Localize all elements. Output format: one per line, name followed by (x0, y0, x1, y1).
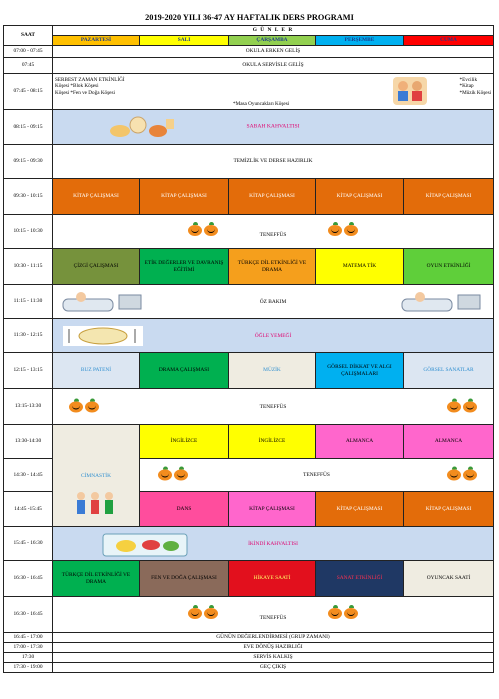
day-header-persembe: PERŞEMBE (316, 36, 404, 46)
activity-cell: KİTAP ÇALIŞMASI (229, 179, 316, 215)
free-time-line: *Kitap (459, 83, 474, 89)
free-time-line: *Müzik Köşesi (459, 89, 492, 96)
break-cell (140, 459, 494, 492)
time-cell: 17:30 (4, 653, 53, 663)
activity-cell (53, 527, 494, 561)
break-cell (53, 389, 494, 425)
time-cell: 13:15-13:30 (4, 389, 53, 425)
day-header-pazartesi: PAZARTESİ (53, 36, 140, 46)
free-time-line: Köşesi *Blok Köşesi (55, 83, 99, 89)
gunler-header: G Ü N L E R (53, 26, 494, 36)
activity-cell: MATEMA TİK (316, 249, 404, 285)
free-time-cell (53, 74, 494, 110)
time-cell: 16:30 - 16:45 (4, 597, 53, 633)
activity-label: ÖĞLE YEMEĞİ (254, 332, 292, 339)
time-cell: 14:45 -15:45 (4, 492, 53, 527)
activity-cell: ÇİZGİ ÇALIŞMASI (53, 249, 140, 285)
activity-cell: ETİK DEĞERLER VE DAVRANIŞ EĞİTİMİ (140, 249, 229, 285)
activity-label: SABAH KAHVALTISI (246, 123, 300, 130)
free-time-line: Köşesi *Fen ve Doğa Köşesi (55, 89, 115, 96)
time-cell: 11:30 - 12:15 (4, 319, 53, 353)
activity-cell: DANS (140, 492, 229, 527)
activity-cell: TÜRKÇE DİL ETKİNLİĞİ VE DRAMA (229, 249, 316, 285)
activity-cell: GÖRSEL DİKKAT VE ALGI ÇALIŞMALARI (316, 353, 404, 389)
activity-cell: GÖRSEL SANATLAR (404, 353, 494, 389)
activity-cell: TEMİZLİK VE DERSE HAZIRLIK (53, 145, 494, 179)
time-cell: 15:45 - 16:30 (4, 527, 53, 561)
orange-character-icon (328, 225, 358, 236)
orange-character-icon (447, 401, 477, 412)
time-cell: 07:45 - 08:15 (4, 74, 53, 110)
activity-cell: GÜNÜN DEĞERLENDİRMESİ (GRUP ZAMANI) (53, 633, 494, 643)
saat-header: SAAT (4, 26, 53, 46)
activity-label: CİMNASTİK (81, 472, 111, 479)
break-label: TENEFFÜS (259, 231, 287, 238)
activity-cell: ALMANCA (316, 425, 404, 459)
schedule-table (3, 25, 494, 673)
activity-cell: ALMANCA (404, 425, 494, 459)
time-cell: 17:00 - 17:30 (4, 643, 53, 653)
orange-character-icon (328, 608, 358, 619)
activity-cell: KİTAP ÇALIŞMASI (404, 179, 494, 215)
gymnastics-kids-icon (73, 488, 119, 518)
activity-cell: KİTAP ÇALIŞMASI (140, 179, 229, 215)
activity-cell: KİTAP ÇALIŞMASI (316, 179, 404, 215)
activity-cell: SERVİS KALKIŞ (53, 653, 494, 663)
time-cell: 16:45 - 17:00 (4, 633, 53, 643)
activity-cell: İNGİLİZCE (140, 425, 229, 459)
activity-cell: DRAMA ÇALIŞMASI (140, 353, 229, 389)
activity-cell: OKULA ERKEN GELİŞ (53, 46, 494, 58)
activity-label: ÖZ BAKIM (259, 298, 287, 305)
orange-character-icon (447, 470, 477, 481)
activity-cell (53, 110, 494, 145)
activity-cell: OKULA SERVİSLE GELİŞ (53, 58, 494, 74)
orange-character-icon (188, 608, 218, 619)
time-cell: 17:30 - 19:00 (4, 663, 53, 673)
break-cell (53, 597, 494, 633)
day-header-sali: SALI (140, 36, 229, 46)
time-cell: 07:00 - 07:45 (4, 46, 53, 58)
time-cell: 09:15 - 09:30 (4, 145, 53, 179)
activity-cell: HİKAYE SAATİ (229, 561, 316, 597)
activity-cell: BUZ PATENİ (53, 353, 140, 389)
free-time-line: *Masa Oyuncakları Köşesi (233, 101, 290, 108)
activity-label: İKİNDİ KAHVALTISI (248, 540, 298, 547)
activity-cell: OYUN ETKİNLİĞİ (404, 249, 494, 285)
activity-cell (53, 319, 494, 353)
time-cell: 10:15 - 10:30 (4, 215, 53, 249)
break-label: TENEFFÜS (259, 403, 287, 410)
activity-cell (53, 285, 494, 319)
kids-playing-icon (393, 77, 427, 105)
free-time-line: *Evcilik (459, 76, 478, 83)
activity-cell: GEÇ ÇIKIŞ (53, 663, 494, 673)
activity-cell: SANAT ETKİNLİĞİ (316, 561, 404, 597)
activity-cell: KİTAP ÇALIŞMASI (229, 492, 316, 527)
activity-cell: MÜZİK (229, 353, 316, 389)
activity-cell: TÜRKÇE DİL ETKİNLİĞİ VE DRAMA (53, 561, 140, 597)
activity-cell: KİTAP ÇALIŞMASI (316, 492, 404, 527)
break-label: TENEFFÜS (259, 614, 287, 621)
activity-cell: FEN VE DOĞA ÇALIŞMASI (140, 561, 229, 597)
break-label: TENEFFÜS (303, 471, 330, 478)
activity-cell: EVE DÖNÜŞ HAZIRLIĞI (53, 643, 494, 653)
time-cell: 13:30-14:30 (4, 425, 53, 459)
activity-cell: OYUNCAK SAATİ (404, 561, 494, 597)
time-cell: 07:45 (4, 58, 53, 74)
page-title: 2019-2020 YILI 36-47 AY HAFTALIK DERS PROGRAMI (145, 13, 354, 22)
time-cell: 10:30 - 11:15 (4, 249, 53, 285)
gymnastics-cell (53, 425, 140, 527)
orange-character-icon (188, 225, 218, 236)
break-cell (53, 215, 494, 249)
time-cell: 08:15 - 09:15 (4, 110, 53, 145)
time-cell: 16:30 - 16:45 (4, 561, 53, 597)
time-cell: 09:30 - 10:15 (4, 179, 53, 215)
time-cell: 12:15 - 13:15 (4, 353, 53, 389)
time-cell: 14:30 - 14:45 (4, 459, 53, 492)
day-header-cuma: CUMA (404, 36, 494, 46)
day-header-carsamba: ÇARŞAMBA (229, 36, 316, 46)
activity-cell: KİTAP ÇALIŞMASI (404, 492, 494, 527)
activity-cell: KİTAP ÇALIŞMASI (53, 179, 140, 215)
activity-cell: İNGİLİZCE (229, 425, 316, 459)
time-cell: 11:15 - 11:30 (4, 285, 53, 319)
bathtub-icon (400, 289, 485, 315)
free-time-title: SERBEST ZAMAN ETKİNLİĞİ (55, 76, 125, 83)
